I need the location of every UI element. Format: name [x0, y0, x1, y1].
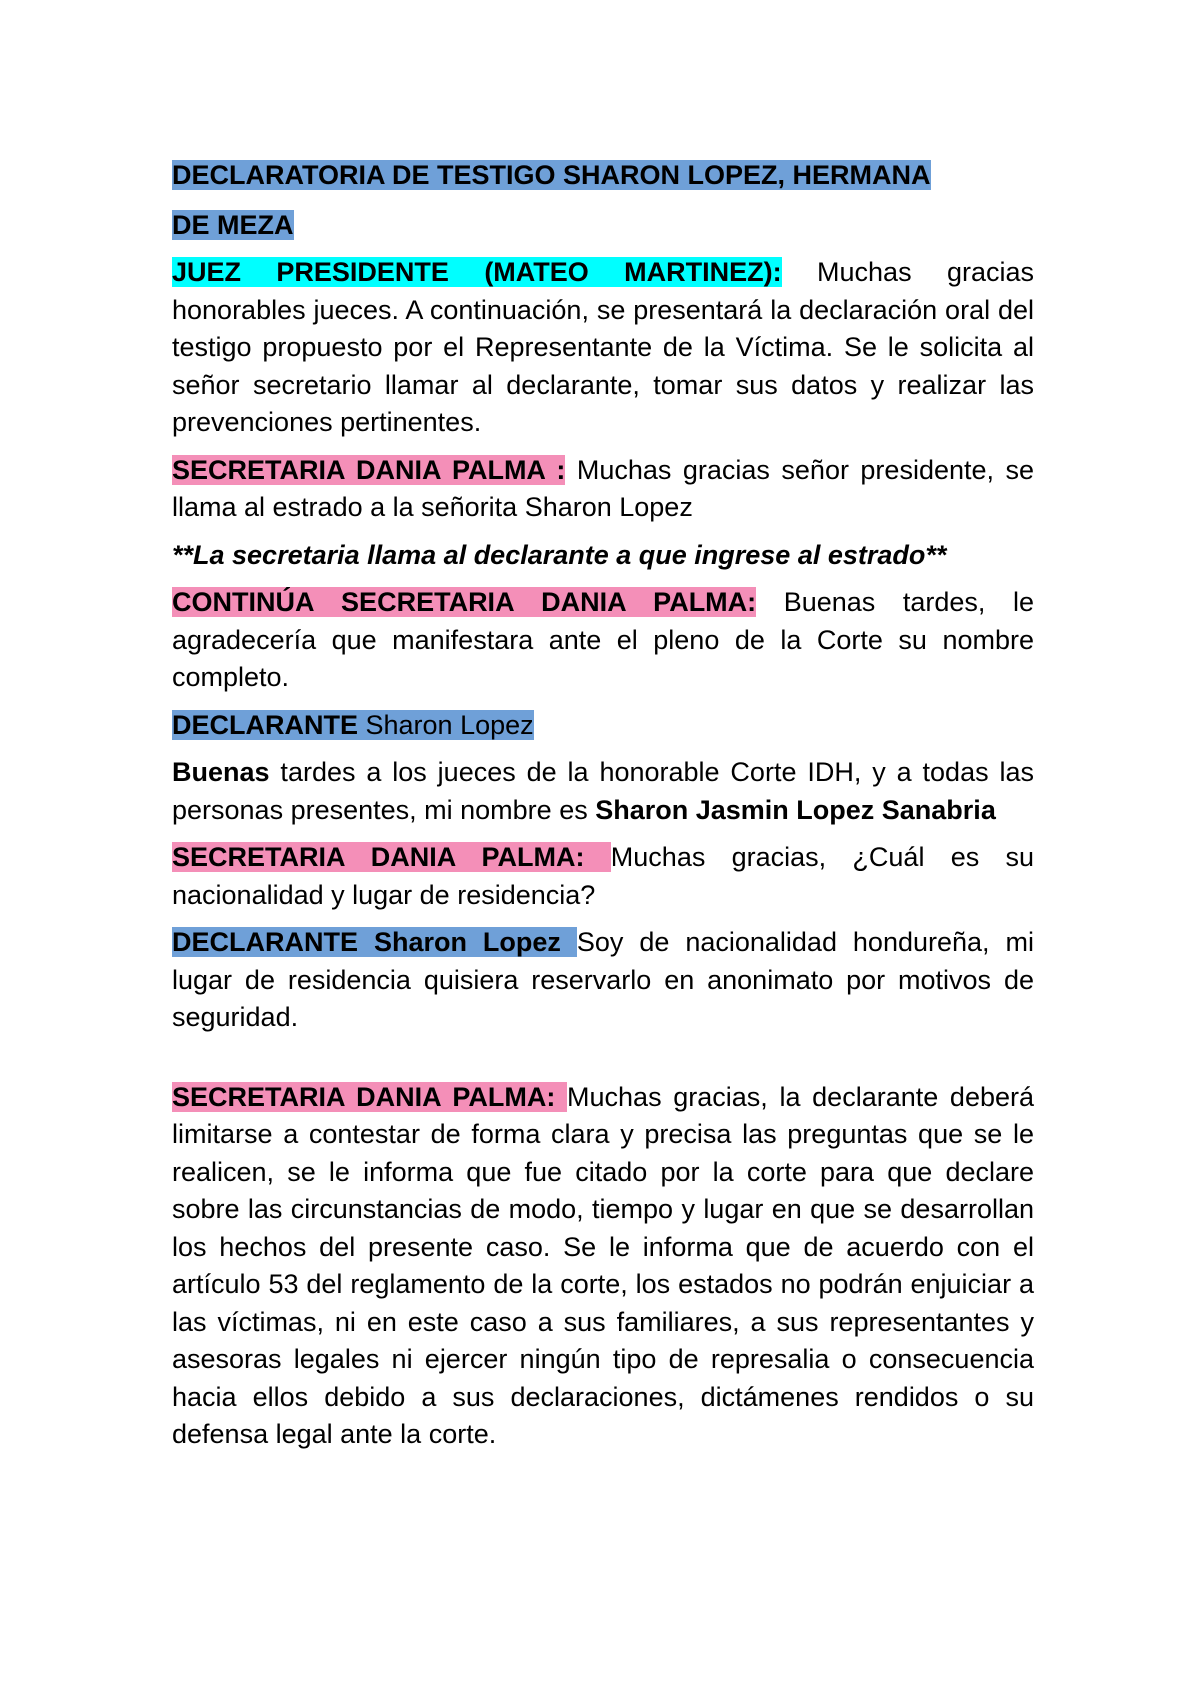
speaker-label-declarant: [172, 710, 534, 740]
paragraph-text: Muchas gracias, la declarante deberá limitarse a contestar de forma clara y precisa las preguntas que se le realicen, se le informa que fue citado por la corte para que declare sobre las circunstancias de modo, tiempo y lugar en que se desarrollan los hechos del presente caso. Se le informa que de acuerdo con el artículo 53 del reglamento de la corte, los estados no podrán enjuiciar a las víctimas, ni en este caso a sus familiares, a sus representantes y asesoras legales ni ejercer ningún tipo de represalia o consecuencia hacia ellos debido a sus declaraciones, dictámenes rendidos o su defensa legal ante la corte.: [172, 1081, 1035, 1449]
paragraph-declarant-nationality: [172, 924, 1034, 1037]
paragraph-secretary-nationality: [172, 839, 1034, 914]
paragraph-declarant-name: [172, 754, 1034, 829]
bold-greeting: Buenas: [172, 757, 270, 787]
document-page: [172, 150, 1034, 1464]
paragraph-text: tardes a los jueces de la honorable Corte IDH, y a todas las personas presentes, mi nombre es: [172, 757, 1034, 825]
speaker-label-secretary: SECRETARIA DANIA PALMA :: [172, 454, 566, 485]
title-line-2: DE MEZA: [172, 210, 294, 240]
speaker-label-secretary: SECRETARIA DANIA PALMA:: [172, 842, 611, 872]
speaker-label-judge: JUEZ PRESIDENTE (MATEO MARTINEZ):: [172, 257, 782, 287]
paragraph-text: Muchas gracias honorables jueces. A continuación, se presentará la declaración oral del testigo propuesto por el Representante de la Víctima. Se le solicita al señor secretario llamar al declarante, tomar sus datos y realizar las prevenciones pertinentes.: [172, 257, 1034, 437]
speaker-role: DECLARANTE: [172, 709, 358, 740]
stage-direction: **La secretaria llama al declarante a que ingrese al estrado**: [172, 539, 947, 570]
paragraph-text: Muchas gracias, ¿Cuál es su nacionalidad y lugar de residencia?: [172, 842, 1035, 910]
speaker-label-declarant: DECLARANTE Sharon Lopez: [172, 927, 577, 957]
speaker-label-secretary: CONTINÚA SECRETARIA DANIA PALMA:: [172, 587, 757, 617]
paragraph-secretary-name-request: [172, 584, 1034, 697]
paragraph-secretary-call: [172, 452, 1034, 527]
paragraph-text: Muchas gracias señor presidente, se llama al estrado a la señorita Sharon Lopez: [172, 454, 1034, 522]
paragraph-declarant-heading: [172, 707, 1034, 745]
paragraph-secretary-warning: [172, 1079, 1034, 1454]
speaker-name: Sharon Lopez: [358, 709, 534, 740]
document-title: [172, 150, 1034, 250]
paragraph-text: Soy de nacionalidad hondureña, mi lugar de residencia quisiera reservarlo en anonimato por motivos de seguridad.: [172, 927, 1034, 1032]
paragraph-judge-intro: [172, 254, 1034, 442]
declarant-full-name: Sharon Jasmin Lopez Sanabria: [595, 794, 996, 825]
title-line-1: DECLARATORIA DE TESTIGO SHARON LOPEZ, HERMANA: [172, 160, 931, 190]
speaker-label-secretary: SECRETARIA DANIA PALMA:: [172, 1081, 568, 1112]
paragraph-text: Buenas tardes, le agradecería que manifestara ante el pleno de la Corte su nombre completo.: [172, 587, 1035, 692]
